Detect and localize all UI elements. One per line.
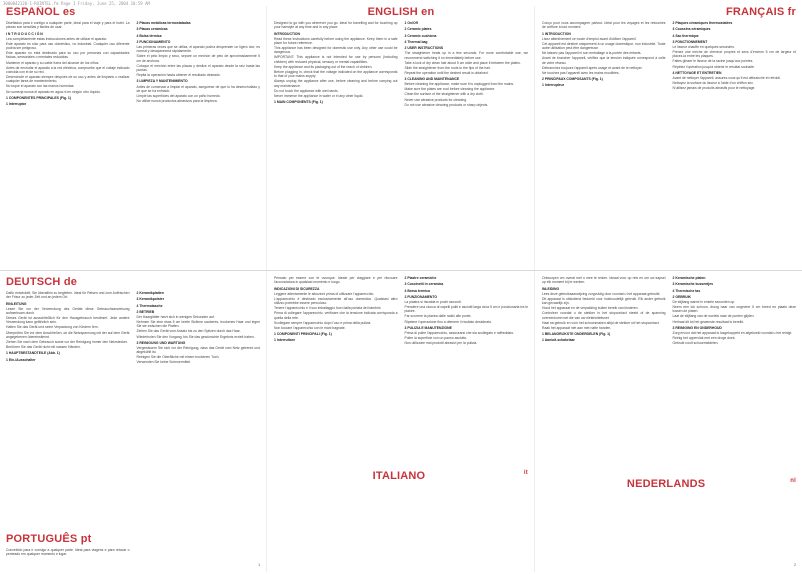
column-divider-right [534, 6, 535, 572]
paragraph: Dieses Gerät ist ausschließlich für den Hausgebrauch bestimmt. Jede andere Verwendung kann gefährlich sein. [6, 316, 130, 325]
paragraph: De stijltang warmt in enkele seconden op. [672, 299, 736, 304]
section-title-fr: FRANÇAIS fr [725, 6, 796, 18]
section-en [274, 6, 528, 266]
paragraph: This appliance has been designed for domestic use only. Any other use could be dangerous. [274, 46, 398, 55]
paragraph: Este aparato no está destinado para su uso por personas con capacidades físicas, sensoriales o mentales reducidas. [6, 51, 130, 60]
paragraph: 1 MAIN COMPONENTS (Fig. 1) [274, 100, 323, 105]
paragraph: No sumerja nunca el aparato en agua ni en ningún otro líquido. [6, 89, 101, 94]
paragraph: Repeat the operation until the desired result is obtained. [404, 70, 489, 75]
paragraph: 3 CLEANING AND MAINTENANCE [404, 77, 460, 82]
paragraph: Halten Sie das Gerät und seine Verpackung von Kindern fern. [6, 325, 99, 330]
paragraph: Ziehen Sie nach dem Gebrauch sowie vor der Reinigung immer den Netzstecker. [6, 339, 128, 344]
column-divider-left [266, 6, 267, 572]
paragraph: Berühren Sie das Gerät nicht mit nassen Händen. [6, 345, 81, 350]
paragraph: Always unplug the appliance after use, before cleaning and before carrying out any maintenance. [274, 79, 398, 88]
paragraph: Lisez attentivement ce mode d'emploi avant d'utiliser l'appareil. [542, 36, 637, 41]
section-title-nl-suffix: nl [790, 478, 796, 484]
paragraph: Este aparato es sólo para uso doméstico, no industrial. Cualquier uso diferente podría ser peligroso. [6, 41, 130, 51]
page-number-left: 1 [258, 562, 261, 567]
paragraph: Reinigen Sie die Oberfläche mit einem trockenen Tuch. [136, 355, 220, 360]
paragraph: 2 Piastre ceramiche [404, 276, 437, 280]
paragraph: Avant de brancher l'appareil, vérifiez que la tension indiquée correspond à celle de votre réseau. [542, 56, 666, 65]
paragraph: Avant de nettoyer l'appareil, assurez-vous qu'il est débranché et refroidi. [672, 75, 781, 80]
paragraph: 1 Ein-/Ausschalter [6, 357, 36, 362]
paragraph: 2 Placas metálicas termostatadas [136, 21, 191, 25]
paragraph: 1 COMPONENTES PRINCIPALES (Fig. 1) [6, 95, 71, 100]
section-it [274, 276, 528, 572]
section-title-nl [542, 478, 796, 490]
paragraph: Antes de comenzar a limpiar el aparato, asegúrese de que lo ha desenchufado y de que se ha enfriado. [136, 84, 260, 93]
paragraph: 4 NETTOYAGE ET ENTRETIEN [672, 70, 722, 75]
paragraph: 3 FONCTIONNEMENT [672, 39, 708, 44]
paragraph: Reinig het oppervlak met een droge doek. [672, 336, 736, 341]
paragraph: Clean the surface of the straightener with a dry cloth. [404, 92, 484, 97]
section-body-es [6, 21, 260, 106]
paragraph: Tenere l'apparecchio e il suo imballaggio fuori dalla portata dei bambini. [274, 306, 382, 311]
paragraph: Faites glisser le lisseur de la racine jusqu'aux pointes. [672, 59, 754, 64]
paragraph: Repita la operación hasta obtener el resultado deseado. [136, 73, 221, 78]
section-title-pt: PORTUGUÊS pt [6, 533, 92, 545]
paragraph: Dafür entwickelt, Sie überallhin zu begleiten. Ideal für Reisen und zum Auffrischen der Frisur zu jeder Zeit und an jedem Ort. [6, 291, 130, 300]
section-body-it-upper [274, 276, 528, 464]
paragraph: Concebido para ir consigo a qualquer parte. Ideal para viagens e para retocar o penteado em qualquer momento e lugar. [6, 548, 130, 557]
paragraph: 1 Interruttore [274, 338, 296, 343]
paragraph: 3 LIMPIEZA Y MANTENIMIENTO [136, 79, 188, 84]
section-body-de [6, 291, 260, 527]
section-body-pt [6, 548, 260, 557]
paragraph: Keep the appliance and its packaging out of the reach of children. [274, 64, 373, 69]
paragraph: Laat de stijltang van de wortels naar de punten glijden. [672, 314, 755, 319]
paragraph: Leggere attentamente le istruzioni prima di utilizzare l'apparecchio. [274, 291, 375, 296]
paragraph: La piastra si riscalda in pochi secondi. [404, 299, 462, 304]
paragraph: Disefiados para ir contigo a cualquier parte, ideal para el viaje y para el hotel. La piezas son sencillas y fáciles de usar. [6, 21, 130, 30]
paragraph: Lees deze gebruiksaanwijzing zorgvuldig door voordat u het apparaat gebruikt. [542, 291, 661, 296]
paragraph: Le lisseur chauffe en quelques secondes. [672, 44, 735, 49]
paragraph: 4 Bolsa térmica [136, 33, 162, 38]
paragraph: Herhaal dit tot het gewenste resultaat is bereikt. [672, 319, 745, 324]
paragraph: 3 REINIGUNG UND WARTUNG [136, 340, 186, 345]
paragraph: 2 Keramikplatten [136, 291, 164, 295]
paragraph: Nehmen Sie eine etwa 5 cm breite Strähne sauberes, trockenes Haar und legen Sie sie zwischen die Platten. [136, 320, 260, 329]
paragraph: Make sure the plates are cool before cleaning the appliance. [404, 87, 496, 92]
section-title-it [274, 470, 528, 482]
paragraph: 2 Keramische platen [672, 276, 706, 280]
paragraph: N'utilisez jamais de produits abrasifs pour le nettoyage. [672, 86, 756, 91]
row-divider [0, 270, 802, 271]
paragraph: Non utilizzare mai prodotti abrasivi per la pulizia. [404, 341, 478, 346]
paragraph: Haal na gebruik en vóór het schoonmaken altijd de stekker uit het stopcontact. [542, 320, 660, 325]
section-de-pt [6, 276, 260, 572]
paragraph: Do not touch the appliance with wet hands. [274, 88, 339, 93]
paragraph: Mantener el aparato y su cable fuera del alcance de los niños. [6, 60, 100, 65]
paragraph: Prenez une mèche de cheveux propres et secs d'environ 5 cm de largeur et placez-la entre les plaques. [672, 50, 796, 59]
paragraph: 2 PRINCIPAUX COMPOSANTS (Fig. 1) [542, 77, 603, 82]
section-title-it-suffix: it [523, 470, 528, 476]
paragraph: Designed to go with you wherever you go. Ideal for travelling and for touching up your hairstyle at any time and in any place. [274, 21, 398, 30]
paragraph: Non toccare l'apparecchio con le mani bagnate. [274, 325, 346, 330]
paragraph: 4 Sac thermique [672, 33, 699, 38]
paragraph: Pulire la superficie con un panno asciutto. [404, 336, 468, 341]
paragraph: 2 FUNCIONAMIENTO [136, 39, 171, 44]
section-body-fr [542, 21, 796, 90]
paragraph: INTRODUCTION [274, 31, 300, 36]
paragraph: 4 Thermische tas [672, 288, 701, 293]
paragraph: Dit apparaat is uitsluitend bedoeld voor huishoudelijk gebruik. Elk ander gebruik kan gevaarlijk zijn. [542, 296, 666, 306]
paragraph: INDICAZIONI DI SICUREZZA [274, 286, 320, 291]
paragraph: 3 Cuscinetti in ceramica [404, 282, 444, 287]
paragraph: 1 On/Off [404, 21, 418, 25]
paragraph: Lesen Sie vor der Verwendung des Geräts diese Gebrauchsanweisung aufmerksam durch. [6, 306, 130, 315]
section-es [6, 6, 260, 266]
paragraph: 1 Interruptor [6, 102, 27, 107]
paragraph: 1 Aan/uit-schakelaar [542, 338, 575, 343]
paragraph: Never immerse the appliance in water or in any other liquid. [274, 93, 364, 98]
paragraph: Der Haarglätter heizt sich in wenigen Sekunden auf. [136, 314, 215, 319]
paragraph: 2 Ceramic plates [404, 27, 432, 32]
section-fr [542, 6, 796, 266]
paragraph: Conçu pour vous accompagner partout. Idéal pour les voyages et les retouches de coiffure à tout moment. [542, 21, 666, 30]
paragraph: Prima di pulire l'apparecchio, assicurarsi che sia scollegato e raffreddato. [404, 330, 515, 335]
paragraph: Zorg ervoor dat het apparaat is losgekoppeld en afgekoeld voordat u het reinigt. [672, 330, 793, 335]
section-title-it-text: ITALIANO [372, 470, 426, 482]
paragraph: I N T R O D U C C I Ó N [6, 31, 43, 36]
paragraph: Neem een lok schoon, droog haar van ongeveer 5 cm breed en plaats deze tussen de platen. [672, 305, 796, 314]
paragraph: The straightener heats up in a few seconds. For more comfortable use, we recommend switching it on immediately before use. [404, 51, 528, 60]
paragraph: IMPORTANT: This appliance is not intended for use by persons (including children) with reduced physical, sensory or mental capabilities. [274, 55, 398, 64]
paragraph: Ontworpen om overal met u mee te reizen. Ideaal voor op reis en om uw kapsel op elk moment bij te werken. [542, 276, 666, 285]
paragraph: Coloque el mechón entre las placas y deslice el aparato desde la raíz hasta las puntas. [136, 63, 260, 73]
paragraph: Never use abrasive products for cleaning. [404, 97, 468, 102]
paragraph: 1 HAUPTBESTANDTEILE (Abb. 1) [6, 351, 60, 356]
paragraph: Ne touchez pas l'appareil avec les mains mouillées. [542, 70, 620, 75]
paragraph: Wiederholen Sie den Vorgang, bis Sie das gewünschte Ergebnis erzielt haben. [136, 334, 255, 339]
paragraph: 1 BELANGRIJKSTE ONDERDELEN (Fig. 1) [542, 332, 611, 337]
paragraph: Scollegare sempre l'apparecchio dopo l'uso e prima della pulizia. [274, 320, 372, 325]
paragraph: Gebruik nooit schuurmiddelen. [672, 341, 719, 346]
paragraph: 4 Thermotasche [136, 303, 163, 308]
paragraph: INLEIDING [542, 286, 560, 291]
paragraph: Prendere una ciocca di capelli puliti e asciutti larga circa 5 cm e posizionarla tra le piastre. [404, 305, 528, 314]
section-body-nl-upper [542, 276, 796, 472]
paragraph: 3 PULIZIA E MANUTENZIONE [404, 325, 452, 330]
page-number-right: 2 [794, 562, 797, 567]
paragraph: Vergewissern Sie sich vor der Reinigung, dass das Gerät vom Netz getrennt und abgekühlt ist. [136, 345, 260, 355]
paragraph: Las primeras veces que se utiliza, el aparato podría desprender un ligero olor; es normal y desaparecerá rápidamente. [136, 44, 260, 54]
section-title-nl-text: NEDERLANDS [626, 478, 706, 490]
file-header: 3000042120-1-RXINTEL.fm Page 1 Friday, June 25, 2004 10:59 AM [3, 1, 150, 6]
paragraph: Antes de enchufar el aparato a la red eléctrica, compruebe que el voltaje indicado coincida con el de su red. [6, 65, 130, 74]
paragraph: Pensato per essere con te ovunque. Ideale per viaggiare e per ritoccare l'acconciatura in qualsiasi momento e luogo. [274, 276, 398, 285]
section-title-en: ENGLISH en [367, 6, 435, 18]
paragraph: 3 Coussins céramiques [672, 27, 711, 32]
paragraph: No utilice nunca productos abrasivos para la limpieza. [136, 99, 218, 104]
paragraph: 1 Interrupteur [542, 83, 565, 88]
paragraph: Répétez l'opération jusqu'à obtenir le résultat souhaité. [672, 64, 755, 69]
paragraph: 3 Keramikpolster [136, 297, 165, 302]
paragraph: Nettoyez la surface du lisseur à l'aide d'un chiffon sec. [672, 81, 754, 86]
paragraph: Limpie las superficies del aparato con un paño húmedo. [136, 93, 221, 98]
paragraph: Read these instructions carefully before using the appliance. Keep them in a safe place for future reference. [274, 36, 398, 45]
paragraph: Controleer voordat u de stekker in het stopcontact steekt of de spanning overeenkomt met die van uw elektriciteitsnet. [542, 311, 666, 320]
paragraph: 3 Keramische kussentjes [672, 282, 714, 287]
paragraph: 4 Thermal bag [404, 39, 428, 44]
paragraph: Ripetere l'operazione fino a ottenere il risultato desiderato. [404, 319, 493, 324]
paragraph: 2 BETRIEB [136, 309, 155, 314]
section-title-de: DEUTSCH de [6, 276, 78, 288]
paragraph: 3 Ceramic cushions [404, 33, 437, 38]
paragraph: Before plugging in, check that the voltage indicated on the appliance corresponds to that of your mains supply. [274, 69, 398, 79]
section-title-es: ESPAÑOL es [6, 6, 76, 18]
paragraph: 3 Placas cerámicas [136, 27, 168, 32]
paragraph: Do not use abrasive cleaning products or sharp objects. [404, 102, 489, 107]
paragraph: Before cleaning the appliance, make sure it is unplugged from the mains. [404, 82, 515, 87]
paragraph: EINLEITUNG [6, 301, 27, 306]
paragraph: Ziehen Sie das Gerät vom Ansatz bis zu den Spitzen durch das Haar. [136, 329, 241, 334]
section-body-en [274, 21, 528, 107]
paragraph: Desenchufe el aparato siempre después de su uso y antes de limpiarlo o realizar cualquier tarea de mantenimiento. [6, 75, 130, 84]
paragraph: Prima di collegare l'apparecchio, verificare che la tensione indicata corrisponda a quella della rete. [274, 311, 398, 320]
paragraph: 2 FUNZIONAMENTO [404, 294, 438, 299]
paragraph: Houd het apparaat en de verpakking buiten bereik van kinderen. [542, 306, 639, 311]
paragraph: Far scorrere la piastra dalle radici alle punte. [404, 314, 472, 319]
paragraph: 2 USER INSTRUCTIONS [404, 46, 444, 51]
paragraph: Cet appareil est destiné uniquement à un usage domestique, non industriel. Toute autre utilisation peut être dangereuse. [542, 41, 666, 51]
paragraph: Überprüfen Sie vor dem Anschließen, ob die Netzspannung mit der auf dem Gerät angegebenen übereinstimmt. [6, 330, 130, 339]
paragraph: Raak het apparaat niet aan met natte handen. [542, 325, 612, 330]
paragraph: Débranchez toujours l'appareil après usage et avant de le nettoyer. [542, 65, 643, 70]
paragraph: 2 Plaques céramiques thermostatées [672, 21, 733, 25]
paragraph: 2 GEBRUIK [672, 294, 691, 299]
paragraph: Verwenden Sie keine Scheuermittel. [136, 360, 191, 365]
paragraph: Sobre el pelo limpio y seco, separe un mechón de pelo de aproximadamente 5 cm de anchura. [136, 54, 260, 63]
paragraph: Slide the straightener from the roots to the tips of the hair. [404, 65, 491, 70]
paragraph: 1 COMPONENTI PRINCIPALI (Fig. 1) [274, 332, 332, 337]
paragraph: 1 INTRODUCTION [542, 31, 571, 36]
paragraph: 4 Borsa termica [404, 288, 430, 293]
paragraph: Lea completamente estas instrucciones antes de utilizar el aparato. [6, 36, 108, 41]
section-nl [542, 276, 796, 572]
paragraph: L'apparecchio è destinato esclusivamente all'uso domestico. Qualsiasi altro utilizzo potrebbe essere pericoloso. [274, 296, 398, 306]
paragraph: Ne laissez pas l'appareil ni son emballage à la portée des enfants. [542, 51, 642, 56]
paragraph: No toque el aparato con las manos húmedas. [6, 84, 75, 89]
paragraph: Take a lock of dry clean hair about 5 cm wide and place it between the plates. [404, 60, 521, 65]
paragraph: 3 REINIGING EN ONDERHOUD [672, 325, 722, 330]
